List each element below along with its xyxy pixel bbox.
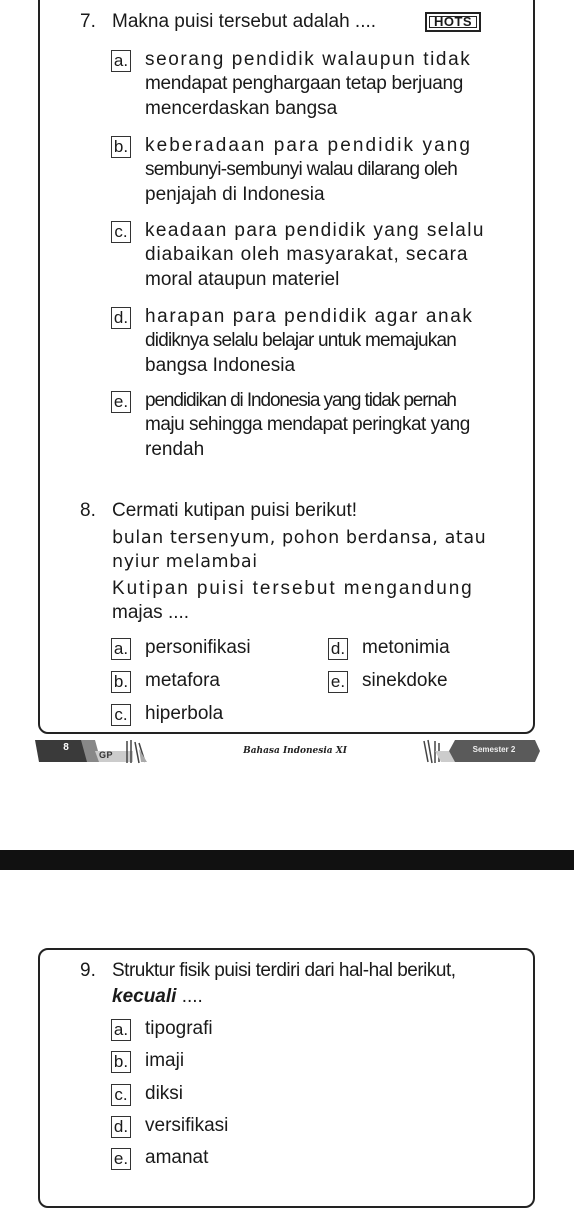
page-footer [35, 737, 540, 765]
hots-badge-label: HOTS [433, 14, 473, 29]
option-letter-box: b. [111, 1051, 131, 1073]
option-text: tipografi [145, 1018, 213, 1039]
option-text: sinekdoke [362, 670, 448, 691]
option-text: amanat [145, 1147, 209, 1168]
option-line: harapan para pendidik agar anak [145, 306, 474, 327]
option-line: mendapat penghargaan tetap berjuang [145, 73, 464, 94]
option-letter-box: d. [111, 307, 131, 329]
option-text: versifikasi [145, 1115, 229, 1136]
option-letter-box: a. [111, 638, 131, 660]
option-letter-box: c. [111, 1084, 131, 1106]
option-letter-box: a. [111, 1019, 131, 1041]
option-text: imaji [145, 1050, 185, 1071]
emphasis-word: kecuali [112, 986, 177, 1007]
option-text: metafora [145, 670, 220, 691]
page-separator [0, 850, 574, 870]
option-line: rendah [145, 439, 205, 460]
prompt-ellipsis: .... [176, 986, 203, 1007]
option-line: pendidikan di Indonesia yang tidak pernah [145, 390, 456, 411]
question-number: 7. [80, 11, 96, 32]
question-prompt: Makna puisi tersebut adalah .... [112, 11, 377, 32]
option-letter-box: e. [111, 391, 131, 413]
option-text: personifikasi [145, 637, 251, 658]
option-letter-box: e. [111, 1148, 131, 1170]
option-line: sembunyi-sembunyi walau dilarang oleh [145, 159, 458, 180]
option-text: metonimia [362, 637, 450, 658]
publisher-logo: GP [98, 750, 113, 760]
question-prompt: Cermati kutipan puisi berikut! [112, 500, 357, 521]
option-line: diabaikan oleh masyarakat, secara [145, 244, 469, 265]
poem-quote-line: nyiur melambai [112, 552, 258, 572]
footer-semester: Semester 2 [472, 745, 516, 754]
option-letter-box: d. [111, 1116, 131, 1138]
footer-subject: Bahasa Indonesia XI [243, 746, 347, 756]
option-letter-box: b. [111, 671, 131, 693]
option-line: penjajah di Indonesia [145, 184, 325, 205]
option-letter-box: d. [328, 638, 348, 660]
option-text: diksi [145, 1083, 184, 1104]
option-line: maju sehingga mendapat peringkat yang [145, 414, 470, 435]
question-prompt: Struktur fisik puisi terdiri dari hal-hal berikut, [112, 960, 456, 981]
option-text: hiperbola [145, 703, 224, 724]
page-number: 8 [63, 742, 69, 753]
option-line: moral ataupun materiel [145, 269, 340, 290]
option-letter-box: c. [111, 221, 131, 243]
option-letter-box: e. [328, 671, 348, 693]
option-line: seorang pendidik walaupun tidak [145, 49, 472, 70]
option-line: didiknya selalu belajar untuk memajukan [145, 330, 456, 351]
question-number: 8. [80, 500, 96, 521]
option-line: mencerdaskan bangsa [145, 98, 338, 119]
option-line: keberadaan para pendidik yang [145, 135, 473, 156]
option-line: keadaan para pendidik yang selalu [145, 220, 485, 241]
hots-badge [425, 12, 481, 32]
question-text-line: majas .... [112, 602, 190, 623]
question-prompt-continued [112, 986, 203, 1008]
poem-quote-line: bulan tersenyum, pohon berdansa, atau [112, 528, 487, 548]
option-line: bangsa Indonesia [145, 355, 296, 376]
question-number: 9. [80, 960, 96, 981]
option-letter-box: a. [111, 50, 131, 72]
option-letter-box: c. [111, 704, 131, 726]
question-text-line: Kutipan puisi tersebut mengandung [112, 578, 474, 599]
option-letter-box: b. [111, 136, 131, 158]
